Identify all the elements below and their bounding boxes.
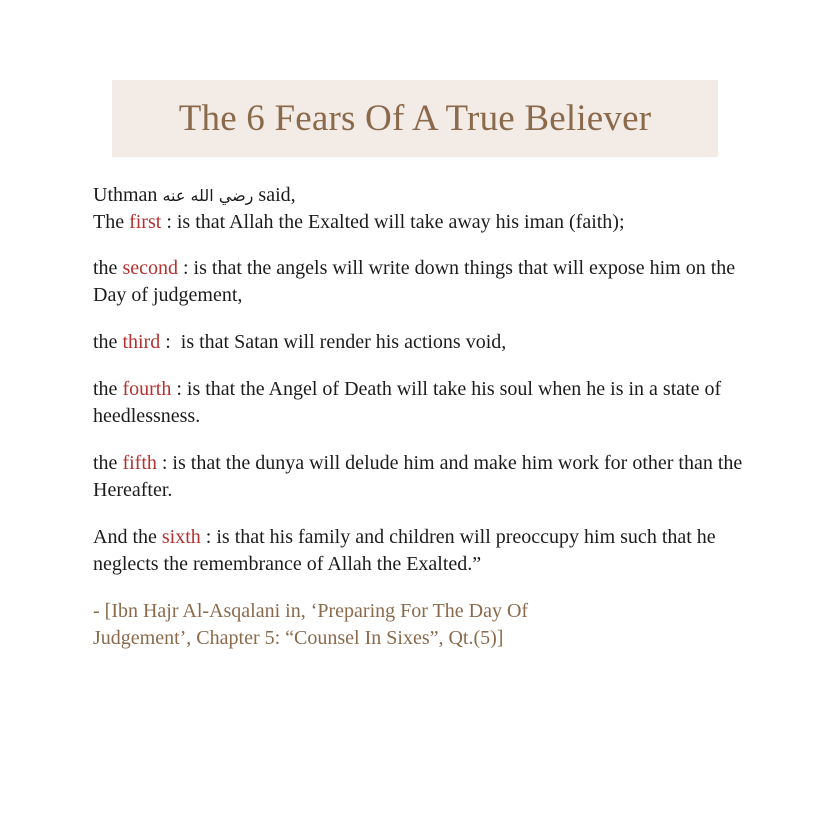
fear-text: : is that the dunya will delude him and make him work for other than the Hereafter. [93, 452, 743, 501]
fear-text: : is that his family and children will preoccupy him such that he neglects the remembrance of Allah the Exalted.” [93, 526, 716, 575]
fear-paragraph-1 [93, 182, 753, 236]
fear-prefix: the [93, 378, 123, 400]
ordinal-fourth: fourth [122, 378, 172, 400]
fear-prefix: The [93, 211, 130, 233]
fear-paragraph-4 [93, 376, 753, 430]
honorific-arabic: رضي الله عنه [162, 186, 254, 205]
fear-prefix: the [93, 452, 123, 474]
page-title: The 6 Fears Of A True Believer [178, 98, 652, 139]
fear-line-1 [93, 209, 753, 236]
citation-line-1: - [Ibn Hajr Al-Asqalani in, ‘Preparing For The Day Of [93, 600, 529, 622]
ordinal-fifth: fifth [122, 452, 157, 474]
quote-body [93, 182, 753, 652]
ordinal-second: second [122, 257, 178, 279]
said-text: said, [258, 184, 296, 206]
fear-text: : is that Allah the Exalted will take away his iman (faith); [161, 211, 625, 233]
fear-text: : is that the angels will write down things that will expose him on the Day of judgement, [93, 257, 736, 306]
speaker-name: Uthman [93, 184, 158, 206]
source-citation [93, 598, 753, 652]
citation-line-2: Judgement’, Chapter 5: “Counsel In Sixes”, Qt.(5)] [93, 627, 504, 649]
title-banner [112, 80, 718, 157]
fear-prefix: And the [93, 526, 162, 548]
fear-paragraph-6 [93, 524, 753, 578]
fear-text: : is that the Angel of Death will take his soul when he is in a state of heedlessness. [93, 378, 722, 427]
fear-paragraph-5 [93, 450, 753, 504]
fear-prefix: the [93, 331, 123, 353]
fear-prefix: the [93, 257, 123, 279]
intro-line [93, 182, 753, 209]
ordinal-third: third [122, 331, 161, 353]
fear-paragraph-2 [93, 255, 753, 309]
ordinal-sixth: sixth [161, 526, 201, 548]
ordinal-first: first [129, 211, 162, 233]
fear-text: : is that Satan will render his actions void, [160, 331, 507, 353]
fear-paragraph-3 [93, 329, 753, 356]
